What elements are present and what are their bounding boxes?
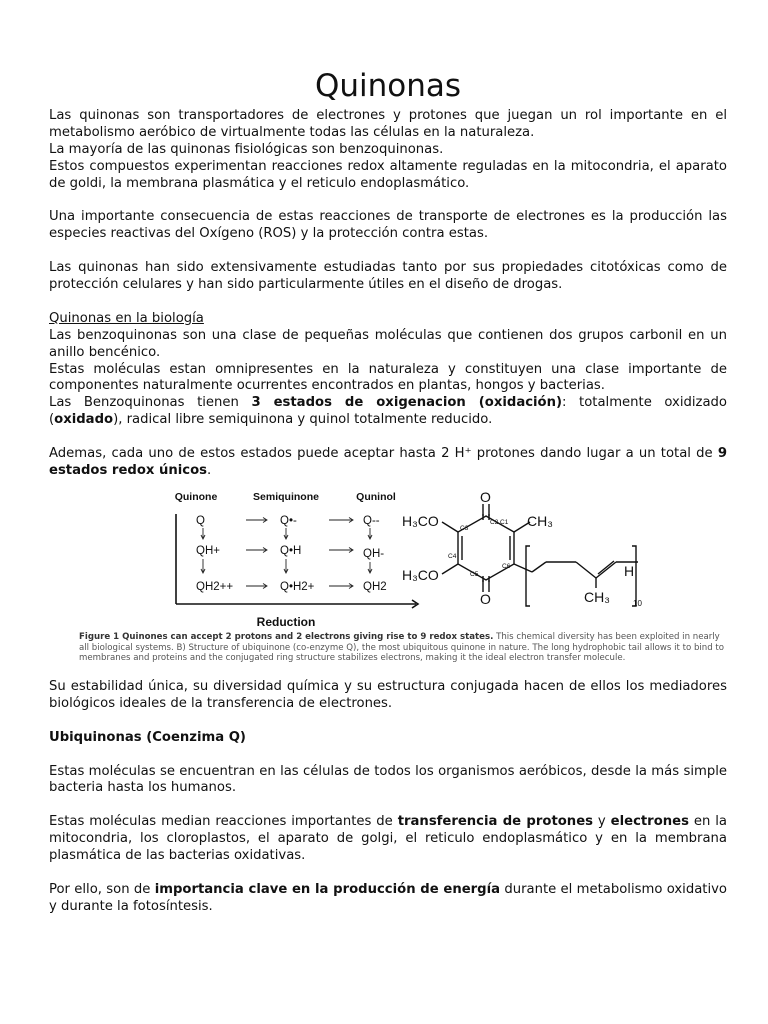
paragraph: Las quinonas han sido extensivamente estudiadas tanto por sus propiedades citotóxicas como de protección celulares y han sido particularmente útiles en el diseño de drogas. xyxy=(49,260,727,293)
c5-label: C5 xyxy=(470,571,479,578)
o-bottom: O xyxy=(480,591,491,607)
page-title: Quinonas xyxy=(314,68,462,104)
o-top: O xyxy=(480,489,491,505)
paragraph: Por ello, son de importancia clave en la producción de energía durante el metabolismo oxidativo y durante la fotosíntesis. xyxy=(49,881,727,914)
c3-label: C3 xyxy=(460,525,469,532)
c6-label: C6 xyxy=(502,563,511,570)
h3co-top: H₃CO xyxy=(402,513,439,529)
paragraph: Las benzoquinonas son una clase de pequeñas moléculas que contienen dos grupos carbonil en un anillo bencénico. xyxy=(49,327,727,360)
state-qh2: QH2 xyxy=(363,581,387,593)
col-header-quinone: Quinone xyxy=(174,491,218,503)
ubiquinonas-section xyxy=(49,679,727,916)
paragraph: Estos compuestos experimentan reacciones redox altamente reguladas en la mitocondria, el aparato de goldi, la membrana plasmática y el reticulo endoplasmático. xyxy=(49,158,727,191)
h3co-bottom: H₃CO xyxy=(402,567,439,583)
h-terminal: H xyxy=(624,563,635,579)
state-qh-plus: QH+ xyxy=(196,545,220,557)
state-q-radical: Q•- xyxy=(280,515,297,527)
c2-label: C2 xyxy=(490,519,499,526)
figure-caption: Figure 1 Quinones can accept 2 protons and 2 electrons giving rise to 9 redox states. This chemical diversity has been exploited in nearly all biological systems. B) Structure of ubiquinone (co-enzyme Q), the most ubiquitous quinone in nature. The long hydrophobic tail allows it to bind to membranes and proteins and the conjugated ring structure stabilizes electrons, making it the ideal electron transfer molecule. xyxy=(79,632,725,664)
paragraph: Las quinonas son transportadores de electrones y protones que juegan un rol importante en el metabolismo aeróbico de virtualmente todas las células en la naturaleza. xyxy=(49,108,727,140)
col-header-quninol: Quninol xyxy=(356,491,396,503)
paragraph: Estas moléculas estan omnipresentes en la naturaleza y constituyen una clase importante de componentes naturalmente ocurrentes encontrados en plantas, hongos y bacterias. xyxy=(49,361,727,394)
intro-section xyxy=(49,108,727,480)
reduction-axis xyxy=(176,514,418,608)
ch3-chain: CH₃ xyxy=(584,589,610,605)
state-qh2-plus-plus: QH2++ xyxy=(196,581,234,593)
paragraph: Su estabilidad única, su diversidad química y su estructura conjugada hacen de ellos los mediadores biológicos ideales de la transferencia de electrones. xyxy=(49,679,727,711)
paragraph: La mayoría de las quinonas fisiológicas son benzoquinonas. xyxy=(49,141,444,157)
ubiquinone-structure xyxy=(402,489,642,608)
state-q-anion: Q-- xyxy=(363,515,380,527)
state-qh-minus: QH- xyxy=(363,548,385,560)
c4-label: C4 xyxy=(448,553,457,560)
state-q: Q xyxy=(196,515,205,527)
section-heading: Quinonas en la biología xyxy=(49,310,204,326)
reduction-label: Reduction xyxy=(256,615,316,629)
paragraph: Estas moléculas median reacciones importantes de transferencia de protones y electrones en la mitocondria, los cloroplastos, el aparato de golgi, el reticulo endoplasmático y en la membrana plasmática de las bacterias oxidativas. xyxy=(49,814,727,864)
c1-label: C1 xyxy=(500,519,509,526)
ch3-ring: CH₃ xyxy=(527,513,553,529)
state-qh2-radical: Q•H2+ xyxy=(280,581,315,593)
paragraph: Ademas, cada uno de estos estados puede aceptar hasta 2 H⁺ protones dando lugar a un total de 9 estados redox únicos. xyxy=(49,446,727,478)
paragraph: Estas moléculas se encuentran en las células de todos los organismos aeróbicos, desde la más simple bacteria hasta los humanos. xyxy=(49,763,727,796)
paragraph: Una importante consecuencia de estas reacciones de transporte de electrones es la producción las especies reactivas del Oxígeno (ROS) y la protección contra estas. xyxy=(49,209,727,242)
paragraph: Las Benzoquinonas tienen 3 estados de oxigenacion (oxidación): totalmente oxidizado (oxidado), radical libre semiquinona y quinol totalmente reducido. xyxy=(49,395,727,428)
section-heading: Ubiquinonas (Coenzima Q) xyxy=(49,729,246,745)
state-qh-radical: Q•H xyxy=(280,545,302,557)
repeat-count: 10 xyxy=(633,599,642,608)
col-header-semiquinone: Semiquinone xyxy=(253,491,319,503)
